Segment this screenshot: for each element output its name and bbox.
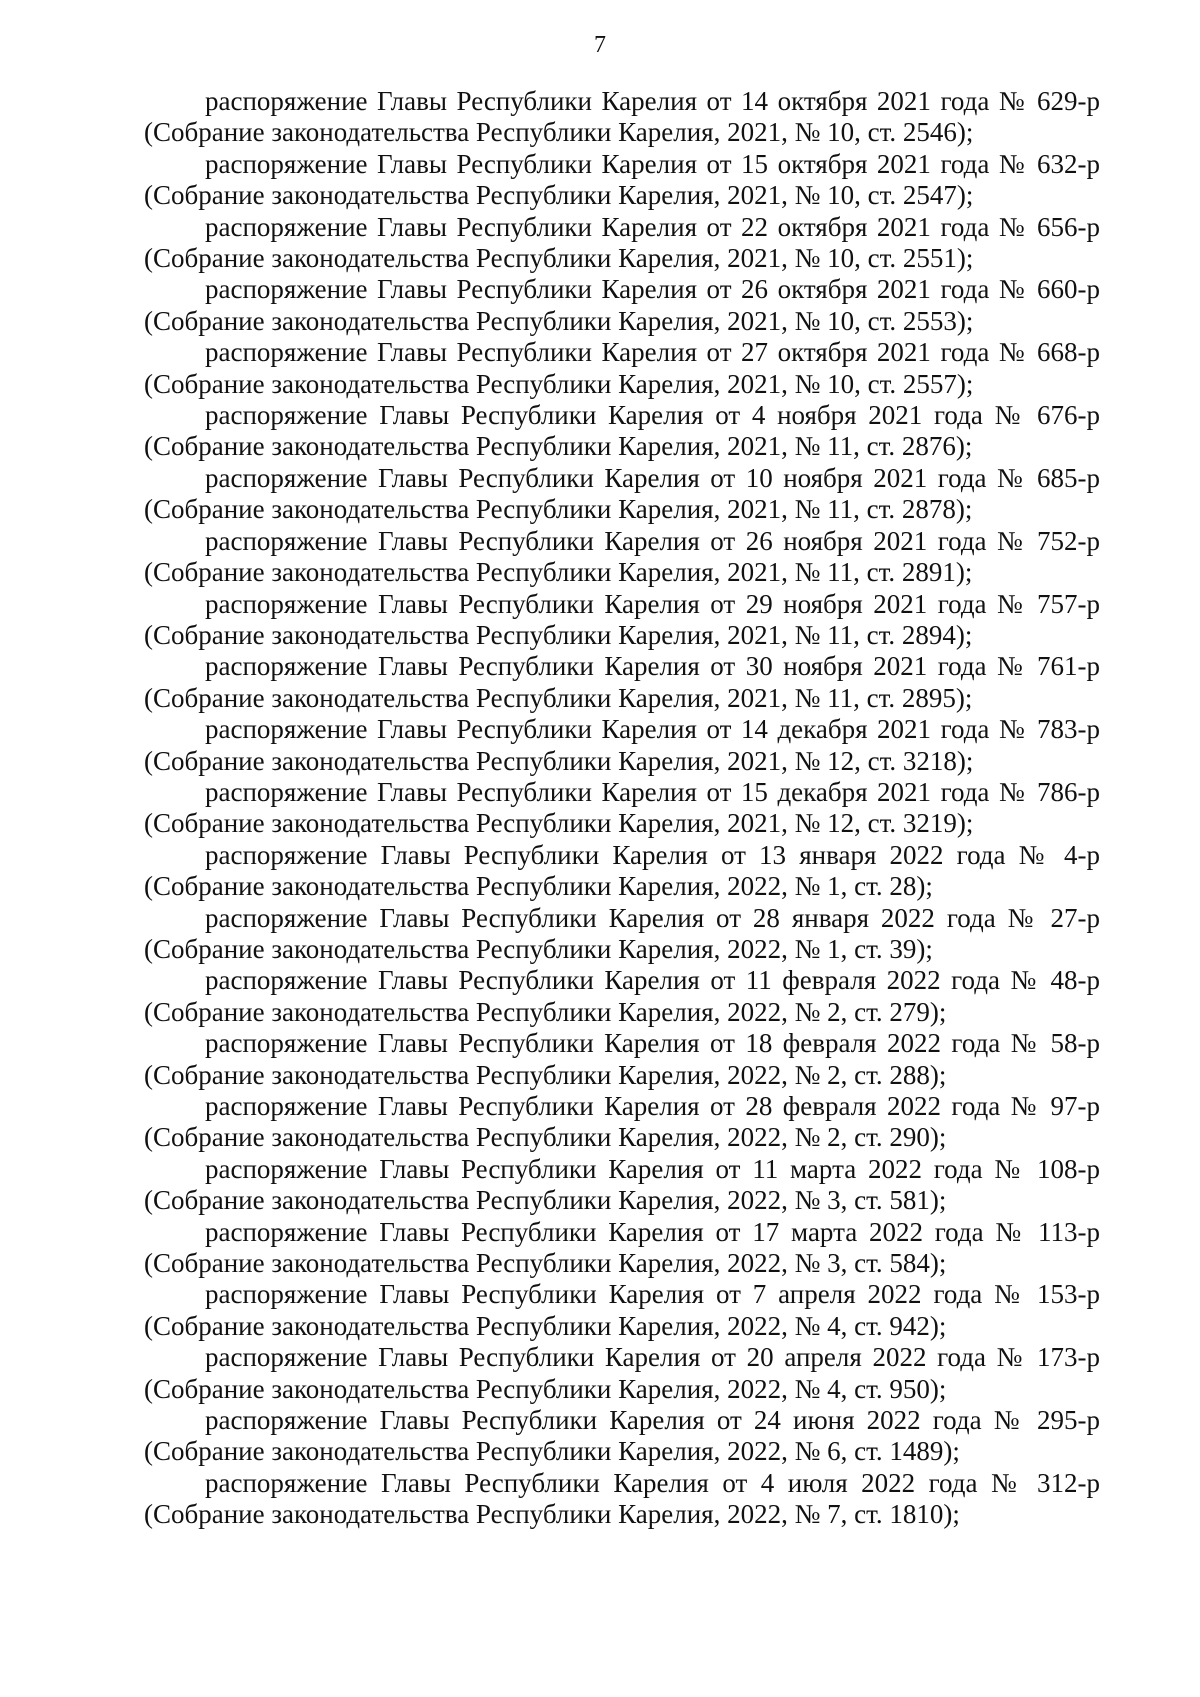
list-item: распоряжение Главы Республики Карелия от 20 апреля 2022 года № 173-р (Собрание законодательства Республики Карелия, 2022, № 4, ст. 950); [144, 1342, 1100, 1404]
document-body [144, 86, 1100, 1531]
list-item: распоряжение Главы Республики Карелия от 4 июля 2022 года № 312-р (Собрание законодательства Республики Карелия, 2022, № 7, ст. 1810); [144, 1467, 1100, 1530]
list-item: распоряжение Главы Республики Карелия от 26 ноября 2021 года № 752-р (Собрание законодательства Республики Карелия, 2021, № 11, ст. 2891); [144, 525, 1100, 588]
page-number: 7 [594, 32, 606, 58]
list-item: распоряжение Главы Республики Карелия от 28 января 2022 года № 27-р (Собрание законодательства Республики Карелия, 2022, № 1, ст. 39); [144, 902, 1100, 964]
list-item: распоряжение Главы Республики Карелия от 7 апреля 2022 года № 153-р (Собрание законодательства Республики Карелия, 2022, № 4, ст. 942); [144, 1279, 1100, 1341]
list-item: распоряжение Главы Республики Карелия от 11 февраля 2022 года № 48-р (Собрание законодательства Республики Карелия, 2022, № 2, ст. 279); [144, 965, 1100, 1027]
list-item: распоряжение Главы Республики Карелия от 27 октября 2021 года № 668-р (Собрание законодательства Республики Карелия, 2021, № 10, ст. 2557); [144, 337, 1100, 399]
list-item: распоряжение Главы Республики Карелия от 11 марта 2022 года № 108-р (Собрание законодательства Республики Карелия, 2022, № 3, ст. 581); [144, 1153, 1100, 1216]
list-item: распоряжение Главы Республики Карелия от 4 ноября 2021 года № 676-р (Собрание законодательства Республики Карелия, 2021, № 11, ст. 2876); [144, 400, 1100, 462]
list-item: распоряжение Главы Республики Карелия от 22 октября 2021 года № 656-р (Собрание законодательства Республики Карелия, 2021, № 10, ст. 2551); [144, 211, 1100, 274]
list-item: распоряжение Главы Республики Карелия от 14 декабря 2021 года № 783-р (Собрание законодательства Республики Карелия, 2021, № 12, ст. 3218); [144, 714, 1100, 776]
list-item: распоряжение Главы Республики Карелия от 15 декабря 2021 года № 786-р (Собрание законодательства Республики Карелия, 2021, № 12, ст. 3219); [144, 776, 1100, 839]
list-item: распоряжение Главы Республики Карелия от 13 января 2022 года № 4-р (Собрание законодательства Республики Карелия, 2022, № 1, ст. 28); [144, 839, 1100, 902]
list-item: распоряжение Главы Республики Карелия от 24 июня 2022 года № 295-р (Собрание законодательства Республики Карелия, 2022, № 6, ст. 1489); [144, 1405, 1100, 1467]
list-item: распоряжение Главы Республики Карелия от 18 февраля 2022 года № 58-р (Собрание законодательства Республики Карелия, 2022, № 2, ст. 288); [144, 1028, 1100, 1090]
list-item: распоряжение Главы Республики Карелия от 10 ноября 2021 года № 685-р (Собрание законодательства Республики Карелия, 2021, № 11, ст. 2878); [144, 462, 1100, 525]
list-item: распоряжение Главы Республики Карелия от 17 марта 2022 года № 113-р (Собрание законодательства Республики Карелия, 2022, № 3, ст. 584); [144, 1216, 1100, 1279]
list-item: распоряжение Главы Республики Карелия от 15 октября 2021 года № 632-р (Собрание законодательства Республики Карелия, 2021, № 10, ст. 2547); [144, 148, 1100, 211]
list-item: распоряжение Главы Республики Карелия от 26 октября 2021 года № 660-р (Собрание законодательства Республики Карелия, 2021, № 10, ст. 2553); [144, 274, 1100, 336]
list-item: распоряжение Главы Республики Карелия от 29 ноября 2021 года № 757-р (Собрание законодательства Республики Карелия, 2021, № 11, ст. 2894); [144, 588, 1100, 650]
list-item: распоряжение Главы Республики Карелия от 14 октября 2021 года № 629-р (Собрание законодательства Республики Карелия, 2021, № 10, ст. 2546); [144, 86, 1100, 148]
list-item: распоряжение Главы Республики Карелия от 28 февраля 2022 года № 97-р (Собрание законодательства Республики Карелия, 2022, № 2, ст. 290); [144, 1091, 1100, 1153]
list-item: распоряжение Главы Республики Карелия от 30 ноября 2021 года № 761-р (Собрание законодательства Республики Карелия, 2021, № 11, ст. 2895); [144, 651, 1100, 713]
